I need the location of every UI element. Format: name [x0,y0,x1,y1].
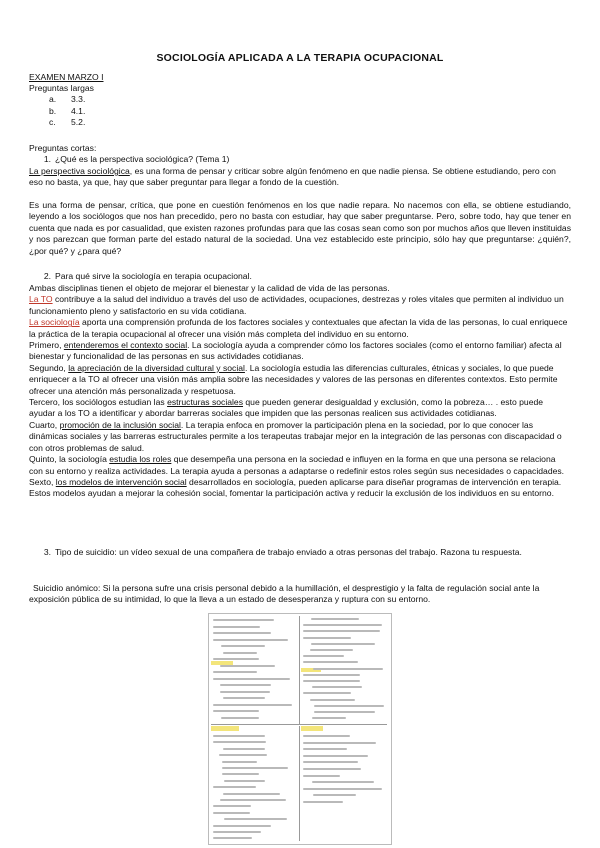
notes-text-line [213,626,260,628]
notes-text-line [303,742,376,744]
notes-text-line [311,618,358,620]
notes-text-line [310,699,355,701]
notes-text-line [312,781,375,783]
notes-text-line [303,661,358,663]
notes-text-line [220,684,271,686]
answer-2-third: Tercero, los sociólogos estudian las estructuras sociales que pueden generar desigualdad y exclusión, como la pobreza… . esto puede ayudar a los TO a identificar y abordar barreras sociales que impiden que las personas realicen sus actividades cotidianas. [29,397,544,419]
notes-text-line [310,649,353,651]
term-estructuras: estructuras sociales [167,397,244,408]
exam-heading-text: EXAMEN MARZO I [29,72,104,82]
notes-text-line [303,637,351,639]
notes-text-line [213,825,271,827]
notes-text-line [213,831,261,833]
answer-1-paragraph-2: Es una forma de pensar, crítica, que pone en cuestión fenómenos en los que nadie repara. No nacemos con ella, se obtiene estudiando, leyendo a los sociólogos que nos han precedido, pero no basta con estudiar, hay que saber preguntarse. Pero, sobre todo, hay que tener en cuenta que nada es por casualidad, que existen razones profundas para que las cosas sean como son por muchos años que lleven instituidas y nos parezcan que forman parte del estado natural de la sociedad. Una vez establecido este principio, sólo hay que preguntarse: ¿quién?, ¿por qué? y ¿para qué? [29,200,571,256]
notes-text-line [222,767,288,769]
question-number: 1. [43,154,51,164]
notes-text-line [213,632,271,634]
answer-2-first: Primero, entenderemos el contexto social. La sociología ayuda a comprender cómo los factores sociales (como el entorno familiar) afecta al bienestar y funcionalidad de las personas en sus actividades cotidianas. [29,340,562,362]
notes-text-line [213,639,288,641]
notes-text-line [303,768,361,770]
notes-text-line [303,788,382,790]
term-sociologia: La sociología [29,317,80,328]
notes-text-line [303,655,344,657]
notes-text-line [313,668,383,670]
term-to: La TO [29,294,53,305]
notes-text-line [220,691,270,693]
question-text: ¿Qué es la perspectiva sociológica? (Tema 1) [55,154,230,164]
notes-text-line [303,680,360,682]
question-1 [29,154,571,165]
short-questions-label: Preguntas cortas: [29,143,97,153]
document-title: SOCIOLOGÍA APLICADA A LA TERAPIA OCUPACIONAL [156,52,444,64]
notes-text-line [213,735,265,737]
term-roles: estudia los roles [109,454,172,465]
answer-3: Suicidio anómico: Si la persona sufre una crisis personal debido a la humillación, el desprestigio y la falta de regulación social ante la exposición pública de su intimidad, lo que la lleva a un estado de desesperanza y ruptura con su entorno. [29,583,540,605]
notes-text-line [213,812,250,814]
term-contexto: entenderemos el contexto social [63,340,188,351]
notes-text-line [213,837,252,839]
notes-text-line [213,805,251,807]
notes-text-line [221,645,264,647]
notes-text-line [303,755,368,757]
term-inclusion: promoción de la inclusión social [59,419,181,430]
notes-text-line [303,775,340,777]
answer-2-sociologia: La sociología aporta una comprensión profunda de los factores sociales y contextuales que afectan la vida de las personas, lo cual enriquece la práctica de la terapia ocupacional al ofrecer una visión más completa del individuo en su entorno. [29,317,568,339]
notes-text-line [312,717,346,719]
notes-text-line [223,748,265,750]
notes-text-line [213,678,290,680]
notes-text-line [224,780,265,782]
list-item: b. 4.1. [49,105,86,116]
list-item: a. 3.3. [49,94,86,105]
notes-text-line [303,735,350,737]
notes-text-line [213,671,257,673]
notes-text-line [303,674,360,676]
answer-2 [29,283,571,500]
notes-text-line [223,652,257,654]
answer-2-to: La TO contribuye a la salud del individuo a través del uso de actividades, ocupaciones, destrezas y roles vitales que permiten al individuo un funcionamiento pleno y satisfactorio en su vida cotidiana. [29,294,564,316]
term-diversidad: la apreciación de la diversidad cultural y social [68,362,245,373]
answer-2-intro: Ambas disciplinas tienen el objeto de mejorar el bienestar y la calidad de vida de las personas. [29,283,390,293]
question-text: Para qué sirve la sociología en terapia ocupacional. [55,271,252,281]
notes-text-line [213,658,259,660]
term-modelos: los modelos de intervención social [55,476,187,487]
notes-text-line [303,624,382,626]
notes-text-line [313,794,356,796]
notes-text-line [303,801,343,803]
notes-image [208,613,392,845]
notes-text-line [314,705,384,707]
notes-text-line [220,665,275,667]
notes-text-line [224,818,287,820]
exam-heading [29,72,571,83]
notes-text-line [303,630,380,632]
notes-text-line [303,748,347,750]
answer-2-sixth: Sexto, los modelos de intervención social desarrollados en sociología, pueden aplicarse para diseñar programas de intervención en terapia. Estos modelos ayudan a mejorar la cohesión social, fomentar la participación activa y reducir la exclusión de los individuos en su entorno. [29,476,562,499]
notes-text-line [312,686,363,688]
answer-2-second: Segundo, la apreciación de la diversidad cultural y social. La sociología estudia las diferencias culturales, étnicas y sociales, lo que puede enriquecer a la TO al ofrecer una visión más amplia sobre las necesidades y valores de las personas en diferentes contextos. Esto permite ofrecer una atención más personalizada y respetuosa. [29,362,558,396]
long-questions-section [29,83,571,129]
answer-2-fifth: Quinto, la sociología estudia los roles que desempeña una persona en la sociedad e influyen en la forma en que una persona se relaciona con su entorno y realiza actividades. La terapia ayuda a personas a adaptarse o redefinir estos roles según sus necesidades o capacidades. [29,454,565,476]
question-3 [29,547,571,558]
notes-text-line [213,741,266,743]
notes-text-line [223,697,265,699]
question-text: Tipo de suicidio: un vídeo sexual de una compañera de trabajo enviado a otras personas del trabajo. Razona tu respuesta. [55,547,522,557]
notes-text-line [303,692,351,694]
question-number: 3. [43,547,51,557]
notes-text-line [222,773,259,775]
term-perspectiva: La perspectiva sociológica [29,166,130,176]
notes-text-line [221,717,259,719]
notes-text-line [219,754,267,756]
list-item: c. 5.2. [49,117,86,128]
notes-text-line [213,710,259,712]
notes-text-line [213,786,256,788]
notes-text-line [314,711,375,713]
long-questions-label: Preguntas largas [29,83,94,93]
notes-text-line [223,793,280,795]
answer-1-paragraph-1: La perspectiva sociológica, es una forma de pensar y criticar sobre algún fenómeno en que nadie piensa. Se obtiene estudiando, pero con eso no basta, ya que, hay que saber preguntar para llegar a fondo de la cuestión. [29,166,556,188]
question-2 [29,271,571,282]
notes-text-line [213,704,292,706]
notes-text-line [311,643,375,645]
notes-text-line [222,761,258,763]
notes-text-line [213,619,274,621]
answer-2-fourth: Cuarto, promoción de la inclusión social. La terapia enfoca en promover la participación plena en la sociedad, por lo que conocer las dinámicas sociales y las barreras estructurales permite a los terapeutas trabajar mejor en la integración de las personas con discapacidad o con otros problemas de salud. [29,419,562,453]
notes-text-line [220,799,286,801]
question-number: 2. [43,271,51,281]
long-questions-list [29,94,571,128]
notes-text-line [303,761,358,763]
